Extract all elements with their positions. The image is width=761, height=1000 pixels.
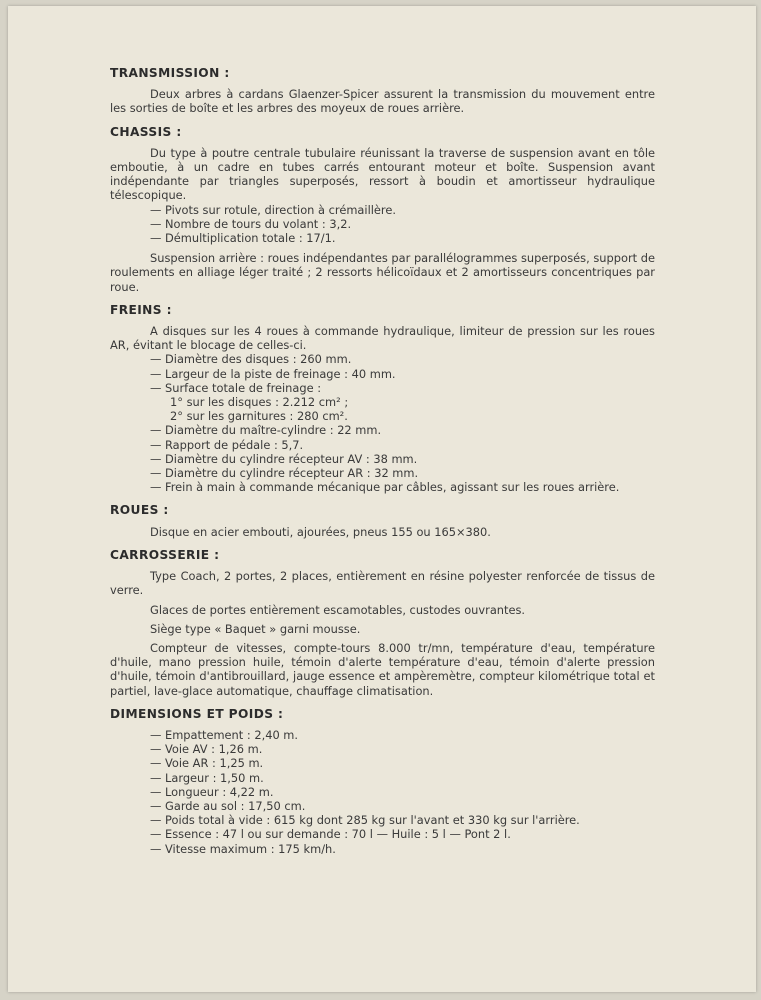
dimensions-item: — Longueur : 4,22 m.: [150, 784, 274, 799]
freins-subitem: 1° sur les disques : 2.212 cm² ;: [170, 395, 349, 410]
dimensions-item: — Empattement : 2,40 m.: [150, 727, 299, 742]
dimensions-item: — Largeur : 1,50 m.: [150, 770, 264, 785]
carrosserie-instruments: Compteur de vitesses, compte-tours 8.000 tr/mn, température d'eau, température d'huile, mano pression huile, témoin d'alerte température d'eau, témoin d'alerte pression d'huile, témoin d'antibrouillard, jauge essence et ampèremètre, compteur kilométrique total et partiel, lave-glace automatique, chauffage climatisation.: [110, 640, 655, 698]
chassis-item: — Pivots sur rotule, direction à crémaillère.: [150, 202, 396, 217]
dimensions-item: — Essence : 47 l ou sur demande : 70 l — Huile : 5 l — Pont 2 l.: [150, 827, 511, 842]
section-title-transmission: TRANSMISSION :: [110, 66, 230, 80]
freins-intro: A disques sur les 4 roues à commande hydraulique, limiteur de pression sur les roues AR, évitant le blocage de celles-ci.: [110, 324, 655, 353]
dimensions-item: — Garde au sol : 17,50 cm.: [150, 798, 306, 813]
carrosserie-text: Siège type « Baquet » garni mousse.: [150, 621, 361, 636]
freins-item: — Largeur de la piste de freinage : 40 mm.: [150, 366, 396, 381]
freins-item: — Frein à main à commande mécanique par câbles, agissant sur les roues arrière.: [150, 480, 620, 495]
transmission-text: Deux arbres à cardans Glaenzer-Spicer assurent la transmission du mouvement entre les sorties de boîte et les arbres des moyeux de roues arrière.: [110, 87, 655, 116]
chassis-item: — Nombre de tours du volant : 3,2.: [150, 216, 352, 231]
freins-item: — Rapport de pédale : 5,7.: [150, 437, 304, 452]
roues-text: Disque en acier embouti, ajourées, pneus 155 ou 165×380.: [150, 524, 491, 539]
freins-item: — Surface totale de freinage :: [150, 380, 322, 395]
paper-sheet: [8, 6, 756, 992]
chassis-item: — Démultiplication totale : 17/1.: [150, 231, 336, 246]
chassis-intro: Du type à poutre centrale tubulaire réunissant la traverse de suspension avant en tôle emboutie, à un cadre en tubes carrés entourant moteur et boîte. Suspension avant indépendante par triangles superposés, ressort à boudin et amortisseur hydraulique télescopique.: [110, 145, 655, 203]
freins-item: — Diamètre du cylindre récepteur AR : 32 mm.: [150, 466, 419, 481]
section-title-carrosserie: CARROSSERIE :: [110, 547, 220, 562]
chassis-rear-suspension: Suspension arrière : roues indépendantes par parallélogrammes superposés, support de roulements en alliage léger traité ; 2 ressorts hélicoïdaux et 2 amortisseurs concentriques par roue.: [110, 251, 655, 294]
dimensions-item: — Poids total à vide : 615 kg dont 285 kg sur l'avant et 330 kg sur l'arrière.: [150, 813, 580, 828]
freins-subitem: 2° sur les garnitures : 280 cm².: [170, 409, 348, 424]
section-title-chassis: CHASSIS :: [110, 124, 182, 139]
carrosserie-text: Type Coach, 2 portes, 2 places, entièrement en résine polyester renforcée de tissus de verre.: [110, 569, 655, 598]
dimensions-item: — Voie AR : 1,25 m.: [150, 756, 264, 771]
section-title-freins: FREINS :: [110, 302, 172, 317]
dimensions-item: — Vitesse maximum : 175 km/h.: [150, 841, 336, 856]
freins-item: — Diamètre du cylindre récepteur AV : 38 mm.: [150, 451, 418, 466]
section-title-roues: ROUES :: [110, 503, 169, 518]
carrosserie-text: Glaces de portes entièrement escamotables, custodes ouvrantes.: [150, 602, 526, 617]
dimensions-item: — Voie AV : 1,26 m.: [150, 742, 263, 757]
document-body: [110, 66, 655, 856]
section-title-dimensions: DIMENSIONS ET POIDS :: [110, 706, 284, 721]
freins-item: — Diamètre des disques : 260 mm.: [150, 352, 352, 367]
freins-item: — Diamètre du maître-cylindre : 22 mm.: [150, 423, 382, 438]
